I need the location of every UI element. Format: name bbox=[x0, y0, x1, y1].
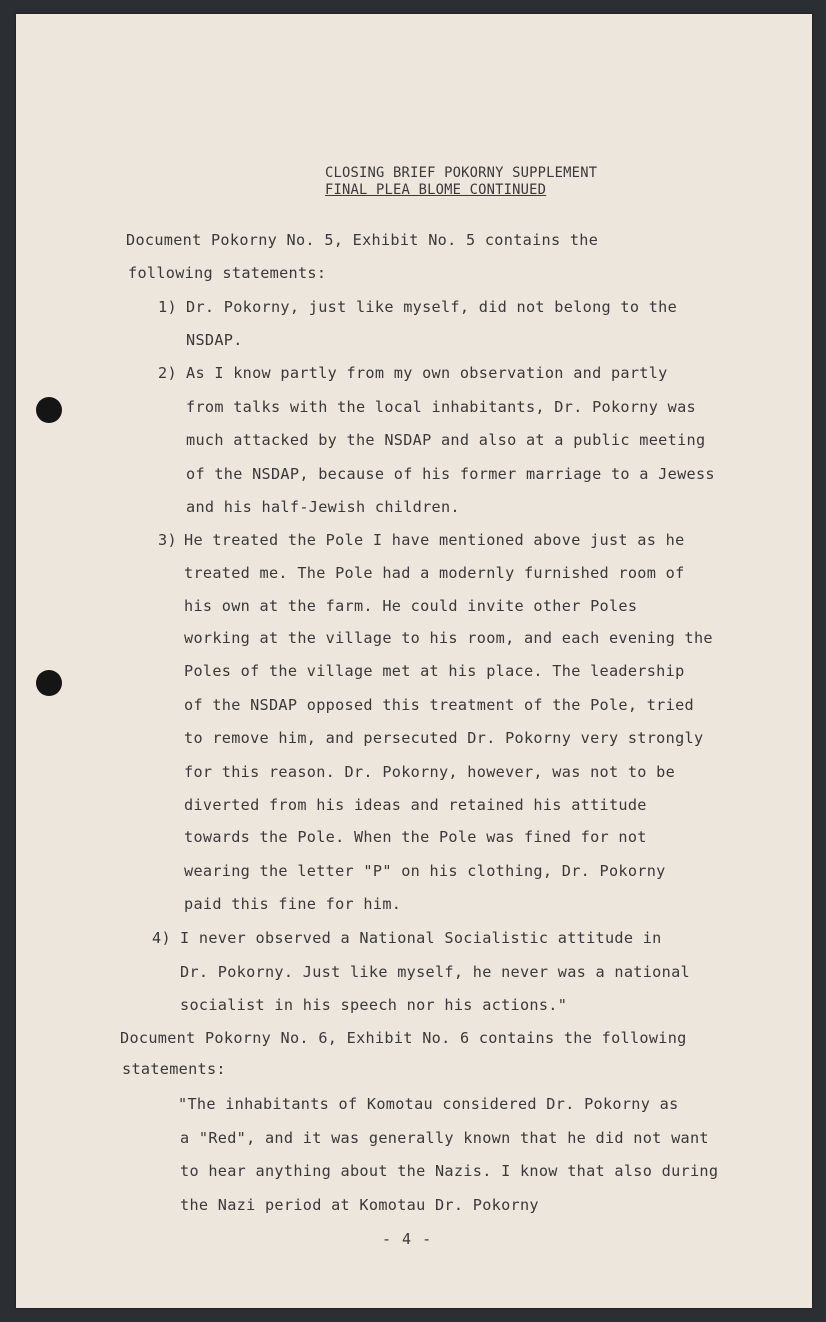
list-item-line: for this reason. Dr. Pokorny, however, was not to be bbox=[184, 763, 676, 781]
list-item-line: NSDAP. bbox=[186, 331, 243, 349]
quote-line: the Nazi period at Komotau Dr. Pokorny bbox=[180, 1196, 539, 1214]
list-item-line: Dr. Pokorny, just like myself, did not belong to the bbox=[186, 298, 678, 316]
list-item-line: Poles of the village met at his place. The leadership bbox=[184, 662, 685, 680]
list-item-line: He treated the Pole I have mentioned above just as he bbox=[184, 531, 685, 549]
list-item-line: of the NSDAP, because of his former marriage to a Jewess bbox=[186, 465, 715, 483]
list-item-line: his own at the farm. He could invite other Poles bbox=[184, 597, 638, 615]
list-item-line: working at the village to his room, and each evening the bbox=[184, 629, 713, 647]
paragraph-line: following statements: bbox=[128, 264, 327, 282]
list-item-line: wearing the letter "P" on his clothing, Dr. Pokorny bbox=[184, 862, 666, 880]
page-number: - 4 - bbox=[382, 1230, 433, 1248]
list-item-line: much attacked by the NSDAP and also at a public meeting bbox=[186, 431, 706, 449]
list-item-line: of the NSDAP opposed this treatment of the Pole, tried bbox=[184, 696, 694, 714]
list-item-line: towards the Pole. When the Pole was fined for not bbox=[184, 828, 647, 846]
list-item-line: Dr. Pokorny. Just like myself, he never was a national bbox=[180, 963, 690, 981]
document-page bbox=[16, 14, 812, 1308]
list-item-line: I never observed a National Socialistic attitude in bbox=[180, 929, 662, 947]
list-item-number: 2) bbox=[158, 364, 177, 382]
list-item-line: diverted from his ideas and retained his attitude bbox=[184, 796, 647, 814]
list-item-line: to remove him, and persecuted Dr. Pokorny very strongly bbox=[184, 729, 704, 747]
list-item-number: 3) bbox=[158, 531, 177, 549]
quote-line: to hear anything about the Nazis. I know that also during bbox=[180, 1162, 719, 1180]
list-item-line: from talks with the local inhabitants, Dr. Pokorny was bbox=[186, 398, 696, 416]
paragraph-line: Document Pokorny No. 5, Exhibit No. 5 contains the bbox=[126, 231, 599, 249]
list-item-number: 4) bbox=[152, 929, 171, 947]
list-item-line: treated me. The Pole had a modernly furnished room of bbox=[184, 564, 685, 582]
quote-line: a "Red", and it was generally known that he did not want bbox=[180, 1129, 709, 1147]
punch-hole-bottom bbox=[36, 670, 62, 696]
list-item-number: 1) bbox=[158, 298, 177, 316]
paragraph-line: Document Pokorny No. 6, Exhibit No. 6 contains the following bbox=[120, 1029, 687, 1047]
list-item-line: and his half-Jewish children. bbox=[186, 498, 460, 516]
punch-hole-top bbox=[36, 397, 62, 423]
paragraph-line: statements: bbox=[122, 1060, 226, 1078]
heading-subtitle: FINAL PLEA BLOME CONTINUED bbox=[325, 182, 547, 198]
list-item-line: socialist in his speech nor his actions." bbox=[180, 996, 568, 1014]
quote-line: "The inhabitants of Komotau considered Dr. Pokorny as bbox=[178, 1095, 679, 1113]
list-item-line: paid this fine for him. bbox=[184, 895, 402, 913]
list-item-line: As I know partly from my own observation and partly bbox=[186, 364, 668, 382]
heading-title: CLOSING BRIEF POKORNY SUPPLEMENT bbox=[325, 165, 598, 181]
